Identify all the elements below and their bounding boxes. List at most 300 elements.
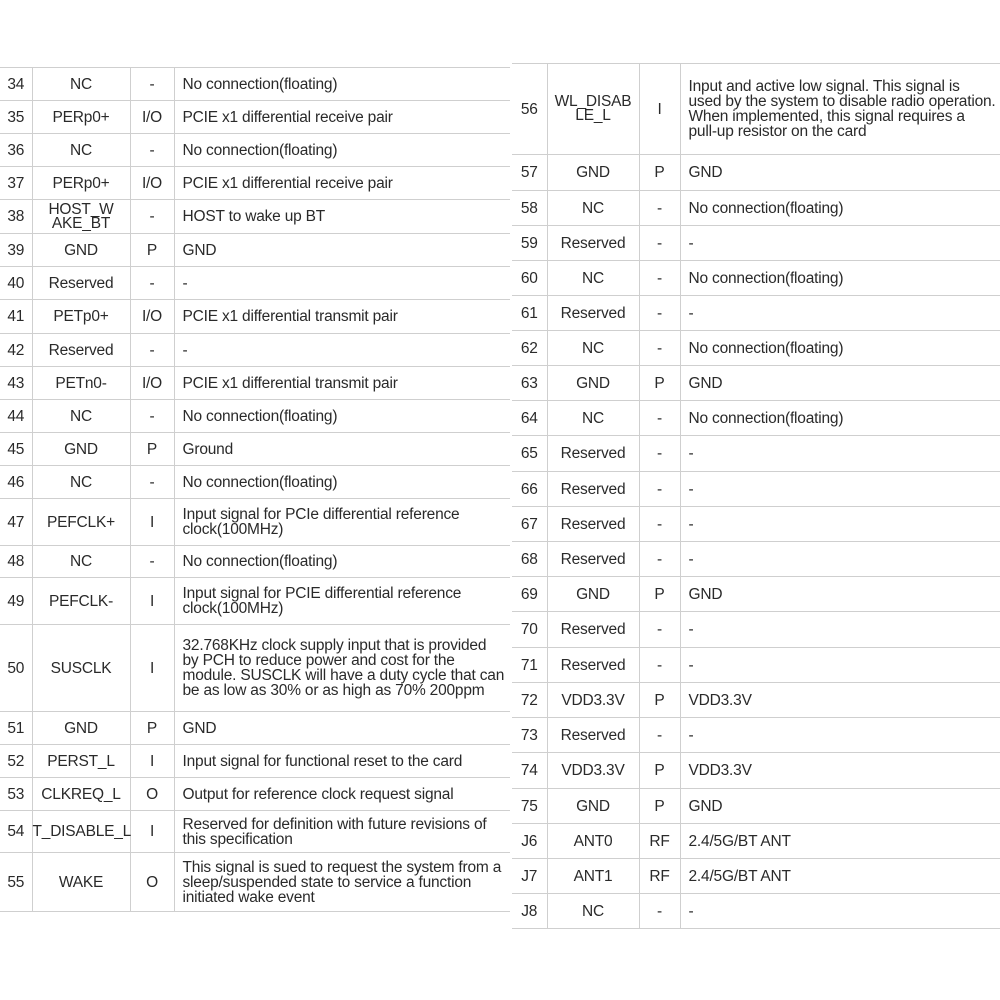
pin-name-text: NC <box>70 553 92 570</box>
pin-number <box>0 778 32 811</box>
pin-type <box>639 542 680 577</box>
pin-number <box>512 577 547 612</box>
pin-name-text: WAKE <box>58 873 104 891</box>
table-row <box>0 499 510 546</box>
pin-number <box>512 612 547 648</box>
pin-number-text: 57 <box>520 164 538 181</box>
pin-name <box>32 466 130 499</box>
pin-description-text: - <box>688 656 694 674</box>
pin-number <box>512 226 547 261</box>
pin-number <box>0 712 32 745</box>
pin-name <box>32 625 130 712</box>
pin-name <box>32 712 130 745</box>
pin-number-text: 67 <box>520 515 538 533</box>
pin-type <box>639 261 680 296</box>
pin-number <box>0 367 32 400</box>
pin-type <box>130 712 174 745</box>
pin-description <box>174 134 510 167</box>
table-row <box>512 683 1000 718</box>
pin-description-text: - <box>688 515 694 533</box>
table-row <box>512 894 1000 929</box>
pin-number-text: 43 <box>7 374 25 392</box>
pin-number <box>0 134 32 167</box>
pin-description-text: Input signal for PCIE differential reference clock(100MHz) <box>182 585 462 617</box>
pin-name <box>547 366 639 401</box>
pin-type-text: - <box>657 656 662 674</box>
pin-description-text: 2.4/5G/BT ANT <box>688 867 791 885</box>
pin-number-text: 75 <box>520 797 538 815</box>
pin-number <box>0 499 32 546</box>
pin-number-text: J7 <box>521 867 538 885</box>
pin-name-text: GND <box>576 797 610 815</box>
pin-type <box>130 466 174 499</box>
pin-number-text: J6 <box>521 832 538 850</box>
pin-number <box>0 334 32 367</box>
table-row <box>0 466 510 499</box>
pin-name-text: ANT1 <box>573 867 613 885</box>
pin-type <box>130 778 174 811</box>
pin-type-text: P <box>654 585 665 603</box>
pin-description <box>680 859 1000 894</box>
pin-name-text: NC <box>582 269 604 287</box>
pin-number <box>0 200 32 234</box>
pin-type <box>639 366 680 401</box>
pin-name-text: Reserved <box>560 480 626 498</box>
pin-type-text: I <box>149 823 155 840</box>
pin-number-text: 56 <box>520 100 538 118</box>
pin-type <box>639 296 680 331</box>
pin-number <box>512 436 547 472</box>
pin-name <box>32 167 130 200</box>
pin-type <box>130 200 174 234</box>
table-row <box>512 155 1000 191</box>
table-row <box>512 718 1000 753</box>
table-row <box>512 753 1000 789</box>
pin-description-text: Ground <box>182 440 233 458</box>
pin-name <box>32 200 130 234</box>
table-row <box>512 331 1000 366</box>
pin-number <box>0 625 32 712</box>
pin-description <box>680 542 1000 577</box>
pin-type-text: I/O <box>141 374 163 392</box>
pin-name <box>32 811 130 853</box>
pin-type-text: I <box>149 752 155 770</box>
pin-number-text: 63 <box>520 374 538 392</box>
pin-type <box>130 546 174 578</box>
pin-number-text: 66 <box>520 480 538 498</box>
pin-type <box>130 367 174 400</box>
pin-number <box>512 331 547 366</box>
table-row <box>0 745 510 778</box>
pin-description <box>174 234 510 267</box>
pin-type-text: P <box>146 241 158 259</box>
pin-name-text: NC <box>70 473 92 491</box>
pin-number <box>0 167 32 200</box>
pin-number-text: J8 <box>521 902 538 920</box>
pin-name-text: SUSCLK <box>50 659 112 677</box>
pin-name <box>547 859 639 894</box>
pin-name <box>32 433 130 466</box>
pin-type-text: I <box>149 513 155 531</box>
table-row <box>512 542 1000 577</box>
pin-type-text: P <box>654 374 665 392</box>
pin-description-text: GND <box>688 164 723 181</box>
pin-number <box>512 718 547 753</box>
pin-name <box>547 542 639 577</box>
pin-description-text: PCIE x1 differential receive pair <box>182 108 393 126</box>
pin-name <box>547 824 639 859</box>
pin-description-text: - <box>688 304 694 322</box>
table-row <box>0 712 510 745</box>
pin-description-text: GND <box>688 797 723 815</box>
table-row <box>512 577 1000 612</box>
pin-description-text: No connection(floating) <box>182 473 338 491</box>
pin-description-text: - <box>688 234 694 252</box>
pin-number-text: 36 <box>7 141 25 159</box>
pin-type-text: P <box>654 797 665 815</box>
pin-name <box>547 753 639 789</box>
pin-type <box>639 789 680 824</box>
pin-number-text: 38 <box>7 208 25 225</box>
pin-description <box>174 300 510 334</box>
pin-type <box>639 718 680 753</box>
pin-description <box>680 648 1000 683</box>
pin-type <box>130 300 174 334</box>
pin-type-text: I/O <box>141 108 163 126</box>
table-row <box>512 789 1000 824</box>
pin-name-text: NC <box>70 141 92 159</box>
pin-type <box>130 433 174 466</box>
table-row <box>512 824 1000 859</box>
pin-description <box>680 824 1000 859</box>
pin-number-text: 45 <box>7 440 25 458</box>
pin-number-text: 40 <box>7 274 25 292</box>
table-row <box>0 101 510 134</box>
table-row <box>0 68 510 101</box>
pin-type-text: - <box>149 75 155 93</box>
pin-name-text: Reserved <box>560 304 626 322</box>
pin-type <box>639 507 680 542</box>
pin-description-text: No connection(floating) <box>688 199 844 217</box>
pin-name-text: NC <box>70 407 92 425</box>
pin-name <box>32 101 130 134</box>
pin-number <box>512 366 547 401</box>
pin-number-text: 71 <box>520 656 538 674</box>
pin-type-text: P <box>654 762 665 779</box>
pin-description <box>680 155 1000 191</box>
pin-description-text: VDD3.3V <box>688 762 752 779</box>
pin-name-text: Reserved <box>560 234 626 252</box>
pin-name <box>547 718 639 753</box>
pin-name <box>32 300 130 334</box>
pin-number <box>0 267 32 300</box>
pin-name <box>32 367 130 400</box>
pin-type <box>639 859 680 894</box>
table-row <box>512 472 1000 507</box>
pin-type <box>639 331 680 366</box>
pin-description-text: No connection(floating) <box>182 141 338 159</box>
table-row <box>512 401 1000 436</box>
pin-name <box>547 191 639 226</box>
pin-type-text: RF <box>649 832 670 850</box>
pin-type <box>639 648 680 683</box>
pin-type-text: P <box>146 440 158 458</box>
pin-name-text: Reserved <box>560 515 626 533</box>
pin-description <box>680 507 1000 542</box>
pin-number <box>0 466 32 499</box>
pin-type-text: P <box>654 691 665 709</box>
pin-description-text: No connection(floating) <box>688 339 844 357</box>
pin-type-text: - <box>657 515 662 533</box>
pin-description-text: - <box>688 550 694 568</box>
pin-name <box>547 648 639 683</box>
pin-number <box>512 64 547 155</box>
pin-description <box>174 778 510 811</box>
pin-description-text: No connection(floating) <box>182 553 338 570</box>
pin-type-text: - <box>149 553 155 570</box>
table-row <box>512 648 1000 683</box>
pin-number-text: 64 <box>520 409 538 427</box>
pin-description-text: GND <box>688 585 723 603</box>
pin-name <box>547 226 639 261</box>
pin-name-text: GND <box>576 585 610 603</box>
table-row <box>0 334 510 367</box>
pin-type <box>639 64 680 155</box>
pin-name-text: T_DISABLE_L <box>32 823 132 840</box>
pin-type-text: - <box>149 141 155 159</box>
pin-description <box>174 167 510 200</box>
pin-name-text: Reserved <box>48 274 114 292</box>
table-row <box>0 267 510 300</box>
pin-name-text: Reserved <box>560 550 626 568</box>
pin-description <box>174 712 510 745</box>
table-row <box>512 507 1000 542</box>
pin-type-text: - <box>657 621 662 638</box>
pin-type-text: - <box>149 274 155 292</box>
pin-description <box>680 612 1000 648</box>
pin-name-text: Reserved <box>560 726 626 744</box>
pin-number-text: 60 <box>520 269 538 287</box>
pin-number-text: 65 <box>520 445 538 462</box>
table-row <box>0 546 510 578</box>
pin-name <box>547 472 639 507</box>
pin-name-text: NC <box>582 199 604 217</box>
right-pin-table <box>512 63 1000 929</box>
pin-number-text: 53 <box>7 785 25 803</box>
pin-description-text: HOST to wake up BT <box>182 208 326 225</box>
pin-type <box>639 436 680 472</box>
left-pin-table-body <box>0 68 510 912</box>
pin-name-text: GND <box>64 440 98 458</box>
table-row <box>512 261 1000 296</box>
pin-description-text: - <box>688 902 694 920</box>
pin-name-text: GND <box>576 374 610 392</box>
pin-type <box>130 811 174 853</box>
pin-type-text: - <box>657 234 662 252</box>
pin-description <box>174 400 510 433</box>
pin-name-text: NC <box>582 339 604 357</box>
pin-type <box>639 577 680 612</box>
pin-number-text: 46 <box>7 473 25 491</box>
pin-number <box>0 234 32 267</box>
pin-description <box>174 546 510 578</box>
pin-name <box>32 778 130 811</box>
pin-name <box>547 155 639 191</box>
pin-type-text: I <box>149 592 155 610</box>
pin-type-text: - <box>657 199 662 217</box>
pin-number-text: 72 <box>520 691 538 709</box>
pin-description <box>174 267 510 300</box>
pin-description <box>174 811 510 853</box>
pin-number <box>0 433 32 466</box>
pin-description-text: No connection(floating) <box>688 409 844 427</box>
pin-name-text: WL_DISABLE_L <box>554 93 632 124</box>
pin-description-text: VDD3.3V <box>688 691 752 709</box>
pin-number <box>512 859 547 894</box>
pin-name <box>547 577 639 612</box>
pin-name <box>547 683 639 718</box>
pin-number <box>512 789 547 824</box>
pin-name <box>32 68 130 101</box>
pin-name-text: Reserved <box>48 341 114 359</box>
pin-number-text: 50 <box>7 659 25 677</box>
pin-description-text: GND <box>182 719 217 737</box>
pin-number <box>512 824 547 859</box>
table-row <box>512 226 1000 261</box>
pin-name-text: PETn0- <box>55 374 107 392</box>
pin-type <box>130 134 174 167</box>
pin-type-text: I/O <box>141 308 163 325</box>
table-row <box>0 134 510 167</box>
pin-number-text: 34 <box>7 75 25 93</box>
pin-number <box>0 101 32 134</box>
pin-name-text: GND <box>64 719 98 737</box>
pin-number-text: 69 <box>520 585 538 603</box>
pin-name-text: NC <box>582 409 604 427</box>
pin-description <box>174 200 510 234</box>
pin-number-text: 70 <box>520 621 538 638</box>
pin-type-text: RF <box>649 867 670 885</box>
pin-name <box>32 334 130 367</box>
pin-name <box>547 296 639 331</box>
pin-number-text: 39 <box>7 241 25 259</box>
pin-description <box>680 331 1000 366</box>
pin-number-text: 61 <box>520 304 538 322</box>
pin-name <box>32 578 130 625</box>
pin-type <box>639 155 680 191</box>
pin-number <box>512 542 547 577</box>
pin-description <box>680 436 1000 472</box>
pin-description <box>680 261 1000 296</box>
table-row <box>0 625 510 712</box>
pin-description <box>174 68 510 101</box>
pin-type <box>130 167 174 200</box>
pin-type-text: P <box>654 164 665 181</box>
left-pin-table <box>0 67 510 912</box>
pin-name-text: HOST_WAKE_BT <box>48 200 114 232</box>
pin-type <box>130 234 174 267</box>
pin-number <box>0 400 32 433</box>
pin-name-text: PERp0+ <box>52 108 110 126</box>
pin-description <box>680 789 1000 824</box>
pin-number <box>512 296 547 331</box>
pin-number-text: 48 <box>7 553 25 570</box>
pin-description <box>174 578 510 625</box>
pin-name <box>32 234 130 267</box>
pin-type <box>130 101 174 134</box>
pin-description <box>680 753 1000 789</box>
pin-type-text: - <box>657 550 662 568</box>
pin-description-text: PCIE x1 differential transmit pair <box>182 374 398 392</box>
pin-description-text: Reserved for definition with future revisions of this specification <box>182 815 487 848</box>
pin-description <box>174 625 510 712</box>
pin-description-text: - <box>182 341 188 359</box>
pin-type-text: - <box>149 473 155 491</box>
pin-type-text: - <box>657 726 662 744</box>
pin-number-text: 41 <box>7 308 25 325</box>
pin-description-text: 32.768KHz clock supply input that is provided by PCH to reduce power and cost for the module. SUSCLK will have a duty cycle that can be as low as 30% or as high as 70% 200ppm <box>182 637 505 699</box>
pin-name <box>547 401 639 436</box>
pin-type <box>639 472 680 507</box>
pin-description-text: No connection(floating) <box>182 407 338 425</box>
table-row <box>0 300 510 334</box>
right-pin-table-body <box>512 64 1000 929</box>
pin-description-text: - <box>688 726 694 744</box>
pin-name-text: Reserved <box>560 445 626 462</box>
table-row <box>512 366 1000 401</box>
pin-description <box>680 401 1000 436</box>
pin-name <box>547 507 639 542</box>
pin-description <box>680 226 1000 261</box>
pin-description <box>680 718 1000 753</box>
table-row <box>512 436 1000 472</box>
pin-description-text: Input signal for PCIe differential reference clock(100MHz) <box>182 506 460 538</box>
pin-type-text: - <box>149 407 155 425</box>
pin-number <box>0 811 32 853</box>
pin-description-text: Input and active low signal. This signal is used by the system to disable radio operation. When implemented, this signal requires a pull-up resistor on the card <box>688 78 996 140</box>
pin-description <box>174 499 510 546</box>
pin-description <box>174 433 510 466</box>
pin-number-text: 68 <box>520 550 538 568</box>
pin-type-text: - <box>657 445 662 462</box>
pin-description-text: - <box>182 274 188 292</box>
pin-type <box>639 191 680 226</box>
pin-description-text: Input signal for functional reset to the card <box>182 752 463 770</box>
pin-number <box>512 155 547 191</box>
pin-type <box>130 68 174 101</box>
pin-description <box>680 894 1000 929</box>
pin-type <box>639 753 680 789</box>
pin-number-text: 54 <box>7 823 25 840</box>
table-row <box>0 433 510 466</box>
pin-name-text: Reserved <box>560 656 626 674</box>
pin-name-text: VDD3.3V <box>561 691 625 709</box>
pin-type <box>639 226 680 261</box>
pin-description-text: - <box>688 480 694 498</box>
pin-description-text: GND <box>688 374 723 392</box>
pin-description <box>680 64 1000 155</box>
pin-name-text: CLKREQ_L <box>41 785 121 803</box>
pin-number <box>512 472 547 507</box>
pin-name-text: PERST_L <box>47 752 115 770</box>
pin-description <box>174 853 510 912</box>
pin-type-text: I <box>149 659 155 677</box>
pin-name-text: ANT0 <box>573 832 613 850</box>
table-row <box>0 778 510 811</box>
pin-type <box>639 683 680 718</box>
pin-type-text: I <box>657 100 662 118</box>
pin-type <box>130 853 174 912</box>
